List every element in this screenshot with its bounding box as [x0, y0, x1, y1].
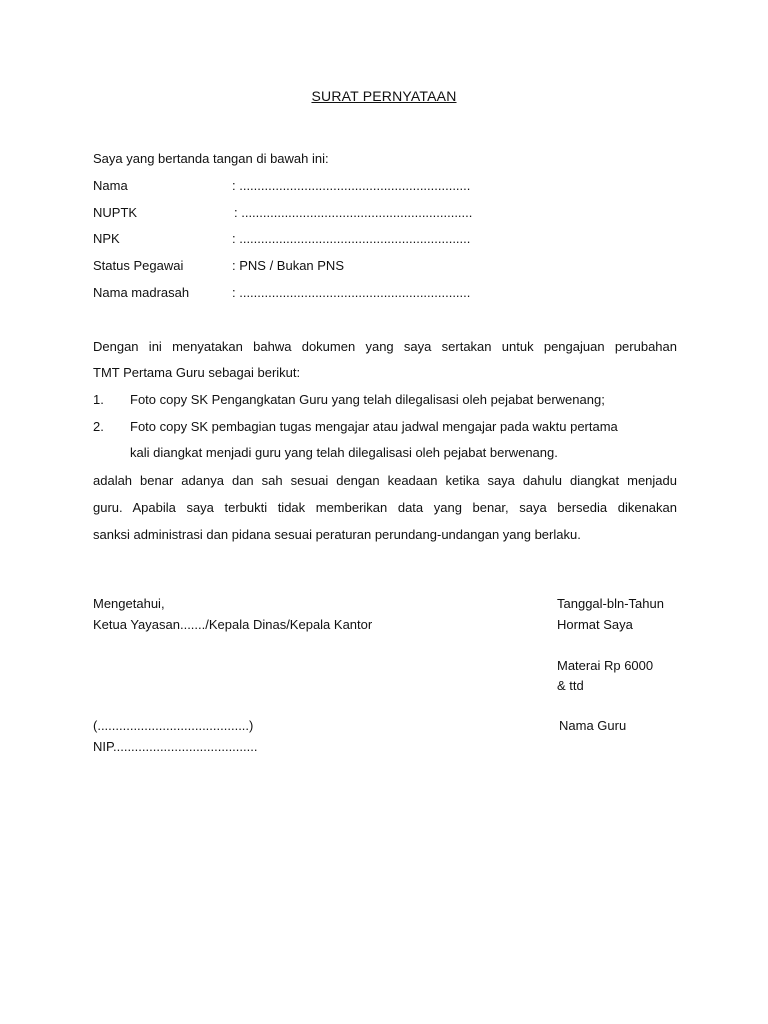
closing-line-3: sanksi administrasi dan pidana sesuai peraturan perundang-undangan yang berlaku. — [93, 527, 581, 542]
closing-line-1: adalah benar adanya dan sah sesuai dengan keadaan ketika saya dahulu diangkat menjadu — [93, 473, 677, 488]
list-item-continuation: kali diangkat menjadi guru yang telah dilegalisasi oleh pejabat berwenang. — [130, 445, 558, 460]
statement-line-1: Dengan ini menyatakan bahwa dokumen yang saya sertakan untuk pengajuan perubahan — [93, 339, 677, 354]
field-value-nama-madrasah: : ................................................................ — [232, 285, 471, 300]
statement-line-2: TMT Pertama Guru sebagai berikut: — [93, 365, 301, 380]
signature-right-sign: & ttd — [557, 678, 584, 693]
closing-line-2: guru. Apabila saya terbukti tidak memberikan data yang benar, saya bersedia dikenakan — [93, 500, 677, 515]
signature-left-position: Ketua Yayasan......./Kepala Dinas/Kepala Kantor — [93, 617, 373, 632]
field-label-status-pegawai: Status Pegawai — [93, 258, 184, 273]
field-label-nuptk: NUPTK — [93, 205, 138, 220]
signature-right-date: Tanggal-bln-Tahun — [557, 596, 664, 611]
list-item-number: 1. — [93, 392, 104, 407]
field-value-nama: : ................................................................ — [232, 178, 471, 193]
signature-left-nip: NIP........................................ — [93, 739, 258, 754]
intro-text: Saya yang bertanda tangan di bawah ini: — [93, 151, 329, 166]
signature-right-name: Nama Guru — [559, 718, 627, 733]
field-label-npk: NPK — [93, 231, 120, 246]
signature-left-heading: Mengetahui, — [93, 596, 165, 611]
field-value-status-pegawai: : PNS / Bukan PNS — [232, 258, 344, 273]
field-value-npk: : ................................................................ — [232, 231, 471, 246]
list-item-number: 2. — [93, 419, 104, 434]
signature-right-stamp: Materai Rp 6000 — [557, 658, 654, 673]
document-title: SURAT PERNYATAAN — [311, 88, 457, 104]
field-label-nama: Nama — [93, 178, 128, 193]
field-value-nuptk: : ................................................................ — [234, 205, 473, 220]
list-item-text: Foto copy SK Pengangkatan Guru yang telah dilegalisasi oleh pejabat berwenang; — [130, 392, 605, 407]
field-label-nama-madrasah: Nama madrasah — [93, 285, 190, 300]
list-item-text: Foto copy SK pembagian tugas mengajar atau jadwal mengajar pada waktu pertama — [130, 419, 618, 434]
signature-left-name: (..........................................) — [93, 718, 254, 733]
signature-right-greeting: Hormat Saya — [557, 617, 633, 632]
